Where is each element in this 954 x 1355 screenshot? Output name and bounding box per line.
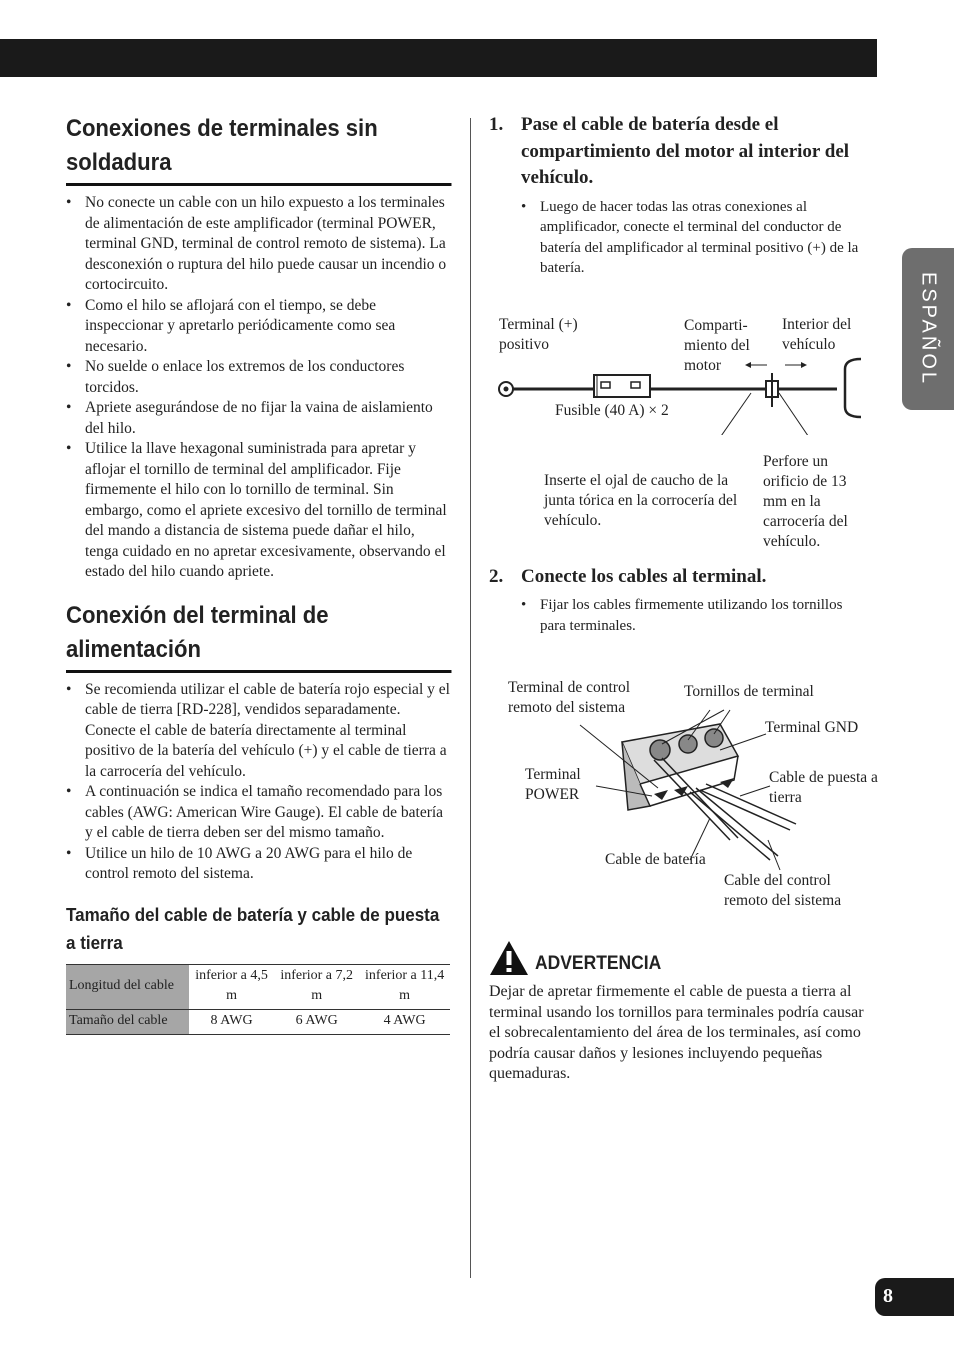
right-column <box>489 112 879 279</box>
label-terminal-positivo: Terminal (+) positivo <box>499 316 578 353</box>
table-row <box>66 1009 450 1034</box>
language-tab-label: ESPAÑOL <box>917 272 940 386</box>
section-title-solderless: Conexiones de terminales sin soldadura <box>66 112 452 186</box>
table-cell: 4 AWG <box>359 1009 450 1034</box>
screw-icon <box>705 729 723 747</box>
warning-box <box>489 940 879 1085</box>
list-item: • Utilice un hilo de 10 AWG a 20 AWG para el hilo de control remoto del sistema. <box>66 844 452 885</box>
firewall-bracket <box>845 359 861 417</box>
solderless-bullets <box>66 193 452 583</box>
warning-title: ADVERTENCIA <box>535 953 662 974</box>
step-title: Pase el cable de batería desde el compartimiento del motor al interior del vehículo. <box>521 114 850 188</box>
table-cell: Tamaño del cable <box>66 1009 189 1034</box>
label-tornillos: Tornillos de terminal <box>684 683 814 700</box>
step-1-heading <box>489 112 879 192</box>
label-power: Terminal POWER <box>525 766 581 803</box>
column-divider <box>470 118 471 1278</box>
cable-size-table <box>66 964 450 1035</box>
warning-heading <box>489 940 879 976</box>
table-cell: 6 AWG <box>274 1009 359 1034</box>
page-number: 8 <box>883 1285 893 1307</box>
list-item: • Fijar los cables firmemente utilizando los tornillos para terminales. <box>521 595 861 636</box>
header-bar <box>0 39 877 77</box>
list-item: • Se recomienda utilizar el cable de batería rojo especial y el cable de tierra [RD-228], vendidos separadamente. Conecte el cable de batería directamente al terminal positivo de la batería del vehículo (+) y el cable de tierra a la carrocería del vehículo. <box>66 680 452 783</box>
label-compartimiento: Comparti- miento del motor <box>684 317 750 374</box>
list-item: • Luego de hacer todas las otras conexiones al amplificador, conecte el terminal del conductor de batería del amplificador al terminal positivo (+) de la batería. <box>521 197 879 279</box>
subsection-title-cable-size: Tamaño del cable de batería y cable de puesta a tierra <box>66 903 440 953</box>
step-1-bullets <box>521 197 879 279</box>
table-cell: inferior a 7,2 m <box>274 964 359 1009</box>
table-cell: inferior a 4,5 m <box>189 964 274 1009</box>
screw-icon <box>679 735 697 753</box>
left-column <box>66 112 452 1035</box>
table-row <box>66 964 450 1009</box>
table-cell: Longitud del cable <box>66 964 189 1009</box>
language-tab <box>902 248 954 410</box>
list-item: • Utilice la llave hexagonal suministrada para apretar y aflojar el tornillo de terminal del amplificador. Fije firmemente el hilo con lo tornillo de terminal. Sin embargo, como el apriete excesivo del tornillo de terminal del mando a distancia de sistema puede dañar el hilo, tenga cuidado en no apretar excesivamente, observando el estado del hilo cuando apriete. <box>66 439 452 583</box>
list-item: • Apriete asegurándose de no fijar la vaina de aislamiento del hilo. <box>66 398 452 439</box>
label-gnd: Terminal GND <box>765 719 859 736</box>
table-cell: 8 AWG <box>189 1009 274 1034</box>
table-cell: inferior a 11,4 m <box>359 964 450 1009</box>
label-fusible: Fusible (40 A) × 2 <box>555 402 669 419</box>
step-2-heading <box>489 564 911 591</box>
step-number: 1. <box>489 114 504 135</box>
label-puesta-tierra: Cable de puesta a tierra <box>769 769 878 806</box>
step-number: 2. <box>489 566 504 587</box>
label-control-remoto: Terminal de control remoto del sistema <box>508 679 631 716</box>
screw-icon <box>650 740 670 760</box>
label-bateria: Cable de batería <box>605 851 706 868</box>
label-cable-control: Cable del control remoto del sistema <box>724 872 842 909</box>
label-ojal: Inserte el ojal de caucho de la junta tórica en la corrocería del vehículo. <box>544 472 738 529</box>
warning-text: Dejar de apretar firmemente el cable de puesta a tierra al terminal usando los tornillos para terminales podría causar el sobrecalentamiento del área de los terminales, así como podría causar daños y lesiones incluyendo pequeñas quemaduras. <box>489 983 864 1082</box>
step-2-bullets <box>521 595 861 636</box>
fuse-holder <box>594 375 650 397</box>
power-bullets <box>66 680 452 885</box>
page-number-tab <box>875 1278 954 1316</box>
section-title-power: Conexión del terminal de alimentación <box>66 599 452 673</box>
list-item: • Como el hilo se aflojará con el tiempo, se debe inspeccionar y apretarlo periódicamente como sea necesario. <box>66 296 452 358</box>
label-perfore: Perfore un orificio de 13 mm en la carrocería del vehículo. <box>763 453 848 550</box>
step-title: Conecte los cables al terminal. <box>521 566 767 587</box>
label-interior: Interior del vehículo <box>782 316 852 353</box>
list-item: • No suelde o enlace los extremos de los conductores torcidos. <box>66 357 452 398</box>
warning-icon <box>489 940 529 976</box>
list-item: • No conecte un cable con un hilo expuesto a los terminales de alimentación de este amplificador (terminal POWER, terminal GND, terminal de control remoto de sistema). La desconexión o ruptura del hilo puede causar un incendio o cortocircuito. <box>66 193 452 296</box>
list-item: • A continuación se indica el tamaño recomendado para los cables (AWG: American Wire Gauge). El cable de batería y el cable de tierra deben ser del mismo tamaño. <box>66 782 452 844</box>
